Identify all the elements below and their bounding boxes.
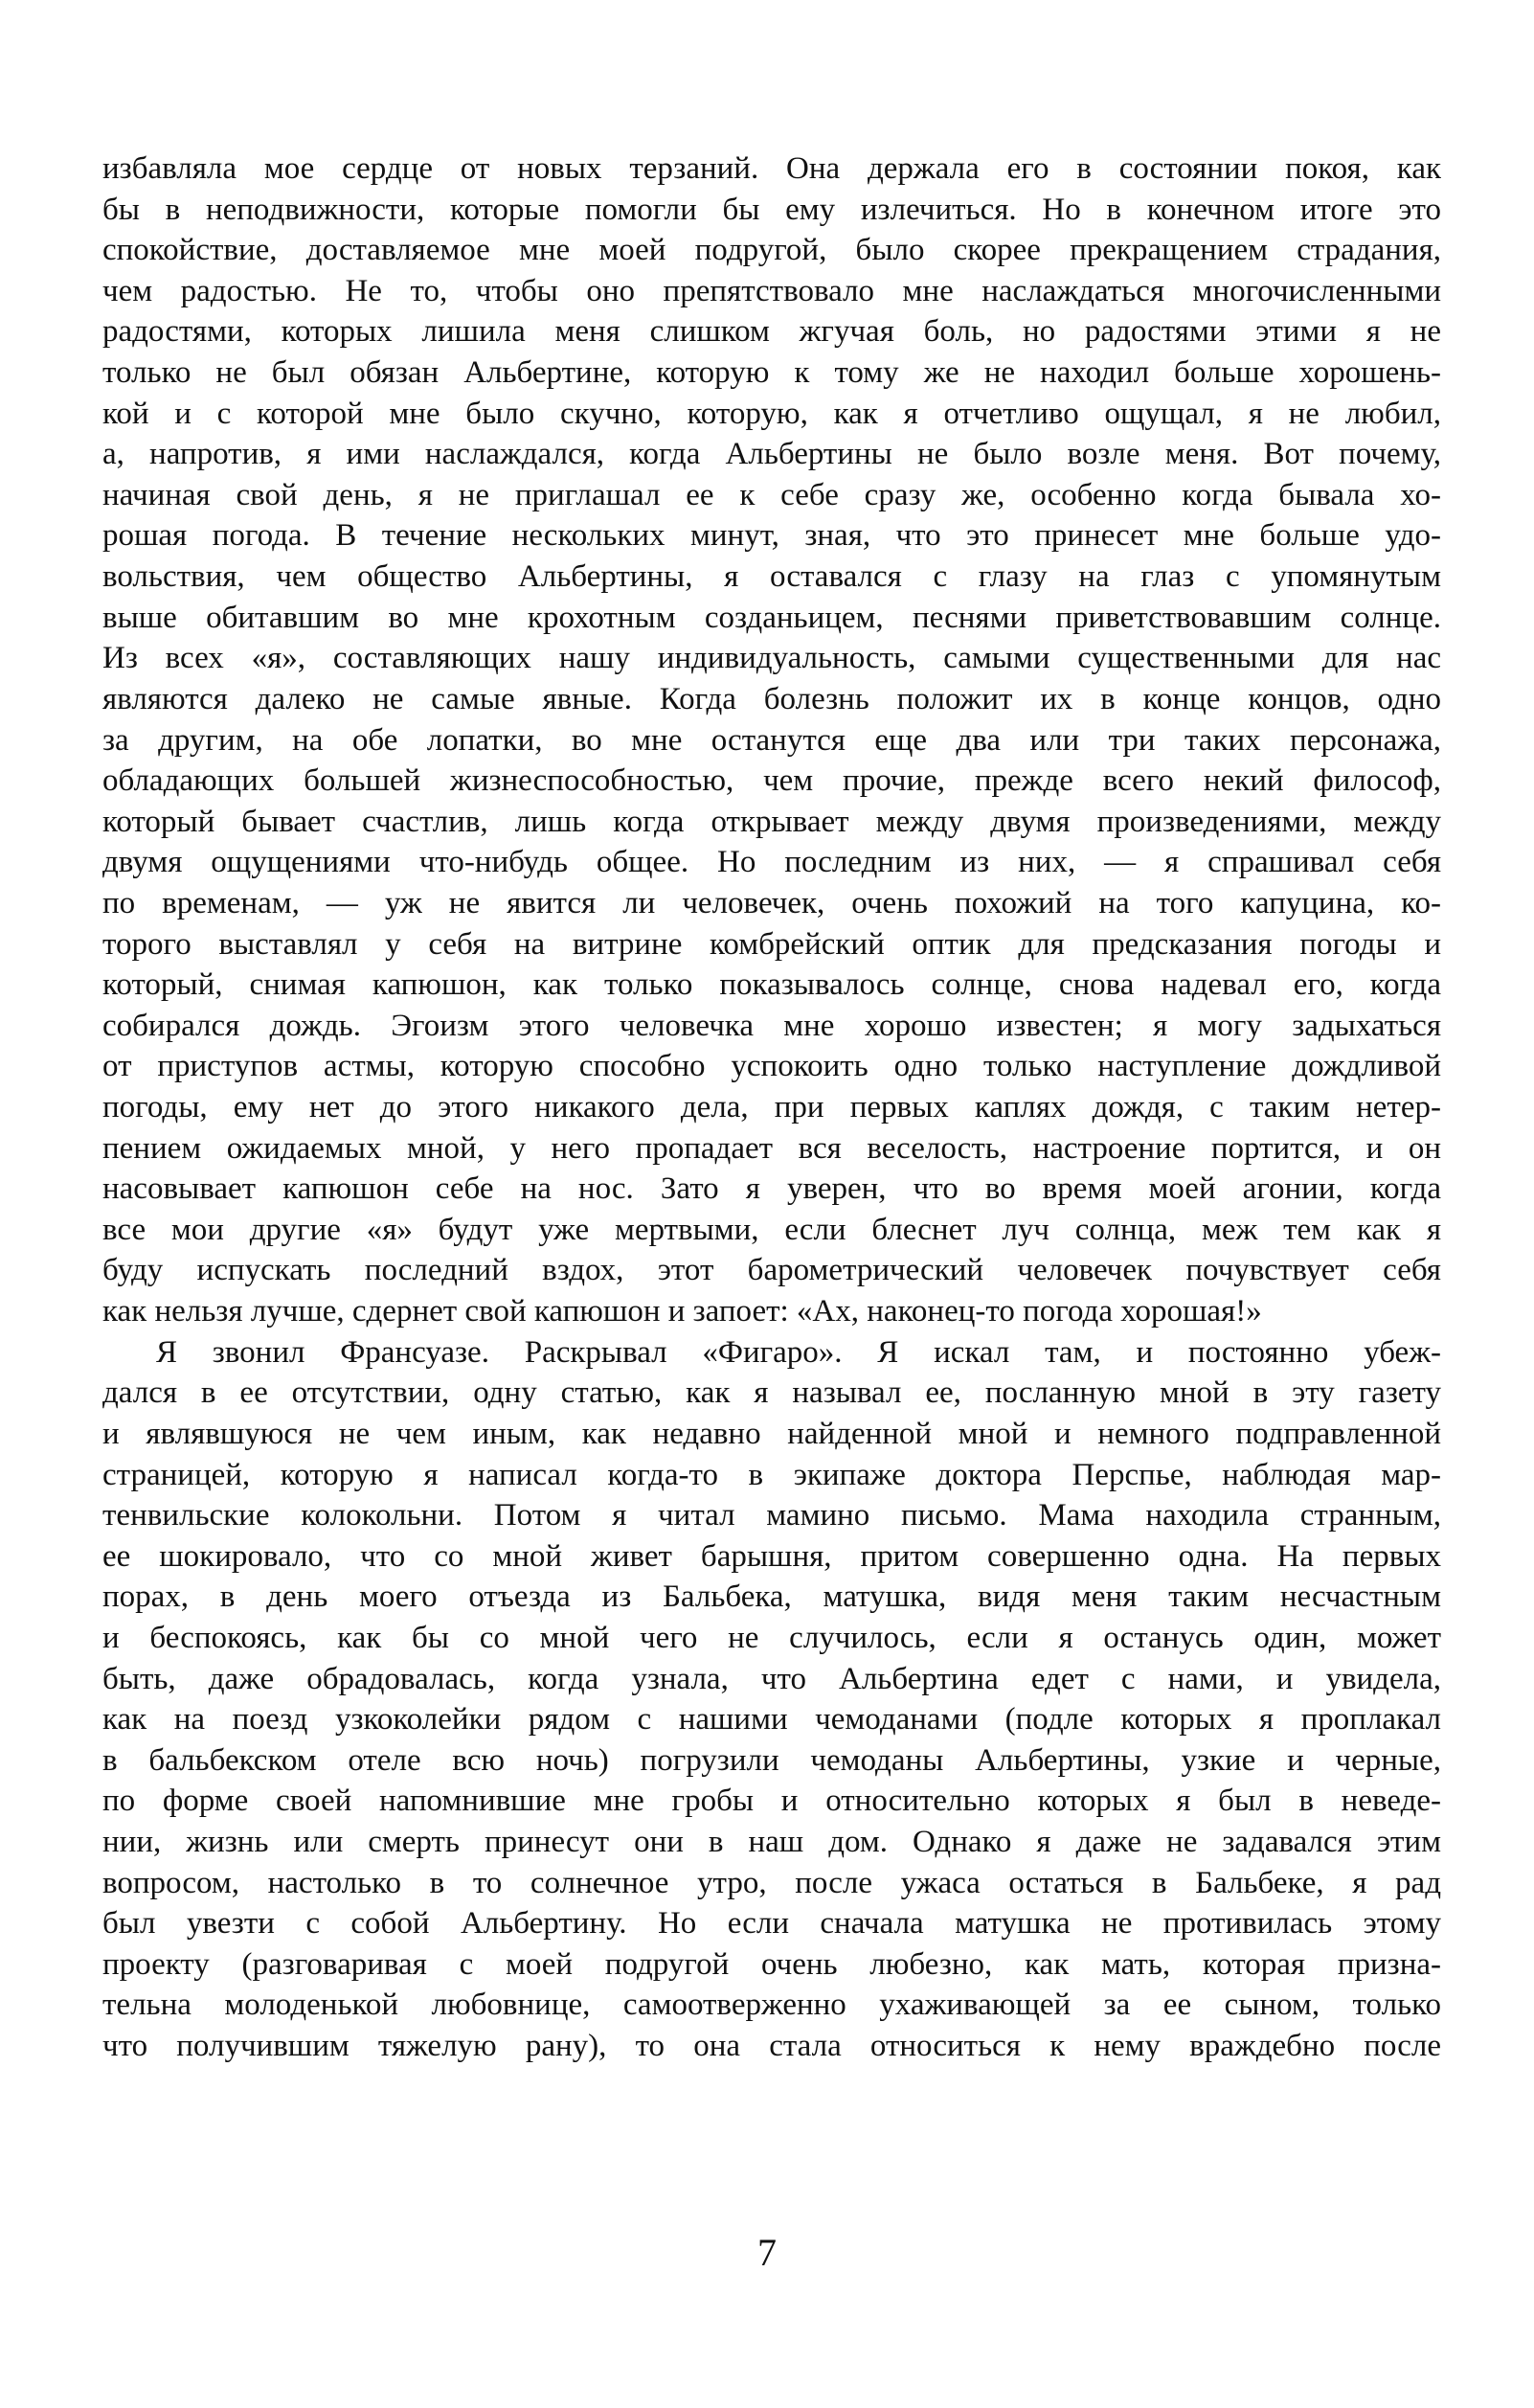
body-text — [102, 148, 1441, 2067]
text-line: тенвильские колокольни. Потом я читал мамино письмо. Мама находила странным, — [102, 1498, 1441, 1533]
text-line: вопросом, настолько в то солнечное утро, после ужаса остаться в Бальбеке, я рад — [102, 1865, 1441, 1900]
text-line: быть, даже обрадовалась, когда узнала, что Альбертина едет с нами, и увидела, — [102, 1661, 1441, 1696]
text-line: чем радостью. Не то, чтобы оно препятствовало мне наслаждаться многочисленными — [102, 273, 1441, 308]
text-line: спокойствие, доставляемое мне моей подругой, было скорее прекращением страдания, — [102, 233, 1441, 268]
text-line: избавляла мое сердце от новых терзаний. Она держала его в состоянии покоя, как — [102, 151, 1441, 186]
text-line: насовывает капюшон себе на нос. Зато я уверен, что во время моей агонии, когда — [102, 1171, 1441, 1207]
page-number: 7 — [757, 2231, 777, 2274]
text-line: вольствия, чем общество Альбертины, я оставался с глазу на глаз с упомянутым — [102, 559, 1441, 595]
text-line: рошая погода. В течение нескольких минут, зная, что это принесет мне больше удо- — [102, 518, 1441, 554]
text-line: все мои другие «я» будут уже мертвыми, если блеснет луч солнца, меж тем как я — [102, 1212, 1441, 1247]
text-line: радостями, которых лишила меня слишком жгучая боль, но радостями этими я не — [102, 314, 1441, 350]
text-line: дался в ее отсутствии, одну статью, как я называл ее, посланную мной в эту газету — [102, 1375, 1441, 1411]
text-line: Я звонил Франсуазе. Раскрывал «Фигаро». Я искал там, и постоянно убеж- — [156, 1334, 1441, 1370]
text-line: торого выставлял у себя на витрине комбрейский оптик для предсказания погоды и — [102, 926, 1441, 962]
text-line: являются далеко не самые явные. Когда болезнь положит их в конце концов, одно — [102, 681, 1441, 716]
text-line: нии, жизнь или смерть принесут они в наш дом. Однако я даже не задавался этим — [102, 1824, 1441, 1859]
paragraph — [102, 1332, 1441, 2067]
text-line: по форме своей напомнившие мне гробы и относительно которых я был в неведе- — [102, 1783, 1441, 1819]
text-line: собирался дождь. Эгоизм этого человечка мне хорошо известен; я могу задыхаться — [102, 1008, 1441, 1043]
text-line: Из всех «я», составляющих нашу индивидуальность, самыми существенными для нас — [102, 641, 1441, 676]
text-line: обладающих большей жизнеспособностью, чем прочие, прежде всего некий философ, — [102, 763, 1441, 799]
text-line: только не был обязан Альбертине, которую к тому же не находил больше хорошень- — [102, 355, 1441, 391]
text-line: что получившим тяжелую рану), то она стала относиться к нему враждебно после — [102, 2029, 1441, 2064]
text-line: выше обитавшим во мне крохотным созданьицем, песнями приветствовавшим солнце. — [102, 600, 1441, 635]
text-line: как нельзя лучше, сдернет свой капюшон и запоет: «Ах, наконец-то погода хорошая!» — [102, 1294, 1262, 1329]
text-line: в бальбекском отеле всю ночь) погрузили чемоданы Альбертины, узкие и черные, — [102, 1742, 1441, 1778]
text-line: за другим, на обе лопатки, во мне останутся еще два или три таких персонажа, — [102, 722, 1441, 758]
text-line: порах, в день моего отъезда из Бальбека, матушка, видя меня таким несчастным — [102, 1579, 1441, 1615]
text-line: начиная свой день, я не приглашал ее к себе сразу же, особенно когда бывала хо- — [102, 477, 1441, 512]
text-line: который, снимая капюшон, как только показывалось солнце, снова надевал его, когда — [102, 967, 1441, 1003]
text-line: был увезти с собой Альбертину. Но если сначала матушка не противилась этому — [102, 1906, 1441, 1942]
text-line: бы в неподвижности, которые помогли бы ему излечиться. Но в конечном итоге это — [102, 192, 1441, 227]
text-line: как на поезд узкоколейки рядом с нашими чемоданами (подле которых я проплакал — [102, 1702, 1441, 1738]
text-line: проекту (разговаривая с моей подругой очень любезно, как мать, которая призна- — [102, 1946, 1441, 1982]
text-line: а, напротив, я ими наслаждался, когда Альбертины не было возле меня. Вот почему, — [102, 437, 1441, 472]
text-line: двумя ощущениями что-нибудь общее. Но последним из них, — я спрашивал себя — [102, 845, 1441, 880]
text-line: от приступов астмы, которую способно успокоить одно только наступление дождливой — [102, 1049, 1441, 1084]
text-line: ее шокировало, что со мной живет барышня, притом совершенно одна. На первых — [102, 1538, 1441, 1574]
text-line: тельна молоденькой любовнице, самоотверженно ухаживающей за ее сыном, только — [102, 1988, 1441, 2023]
text-line: и беспокоясь, как бы со мной чего не случилось, если я останусь один, может — [102, 1620, 1441, 1655]
text-line: пением ожидаемых мной, у него пропадает вся веселость, настроение портится, и он — [102, 1130, 1441, 1166]
text-line: кой и с которой мне было скучно, которую, как я отчетливо ощущал, я не любил, — [102, 396, 1441, 431]
text-line: буду испускать последний вздох, этот барометрический человечек почувствует себя — [102, 1253, 1441, 1288]
text-line: по временам, — уж не явится ли человечек, очень похожий на того капуцина, ко- — [102, 885, 1441, 920]
text-line: погоды, ему нет до этого никакого дела, при первых каплях дождя, с таким нетер- — [102, 1090, 1441, 1125]
text-line: который бывает счастлив, лишь когда открывает между двумя произведениями, между — [102, 804, 1441, 839]
paragraph — [102, 148, 1441, 1332]
text-line: страницей, которую я написал когда-то в экипаже доктора Перспье, наблюдая мар- — [102, 1457, 1441, 1492]
text-line: и являвшуюся не чем иным, как недавно найденной мной и немного подправленной — [102, 1416, 1441, 1451]
